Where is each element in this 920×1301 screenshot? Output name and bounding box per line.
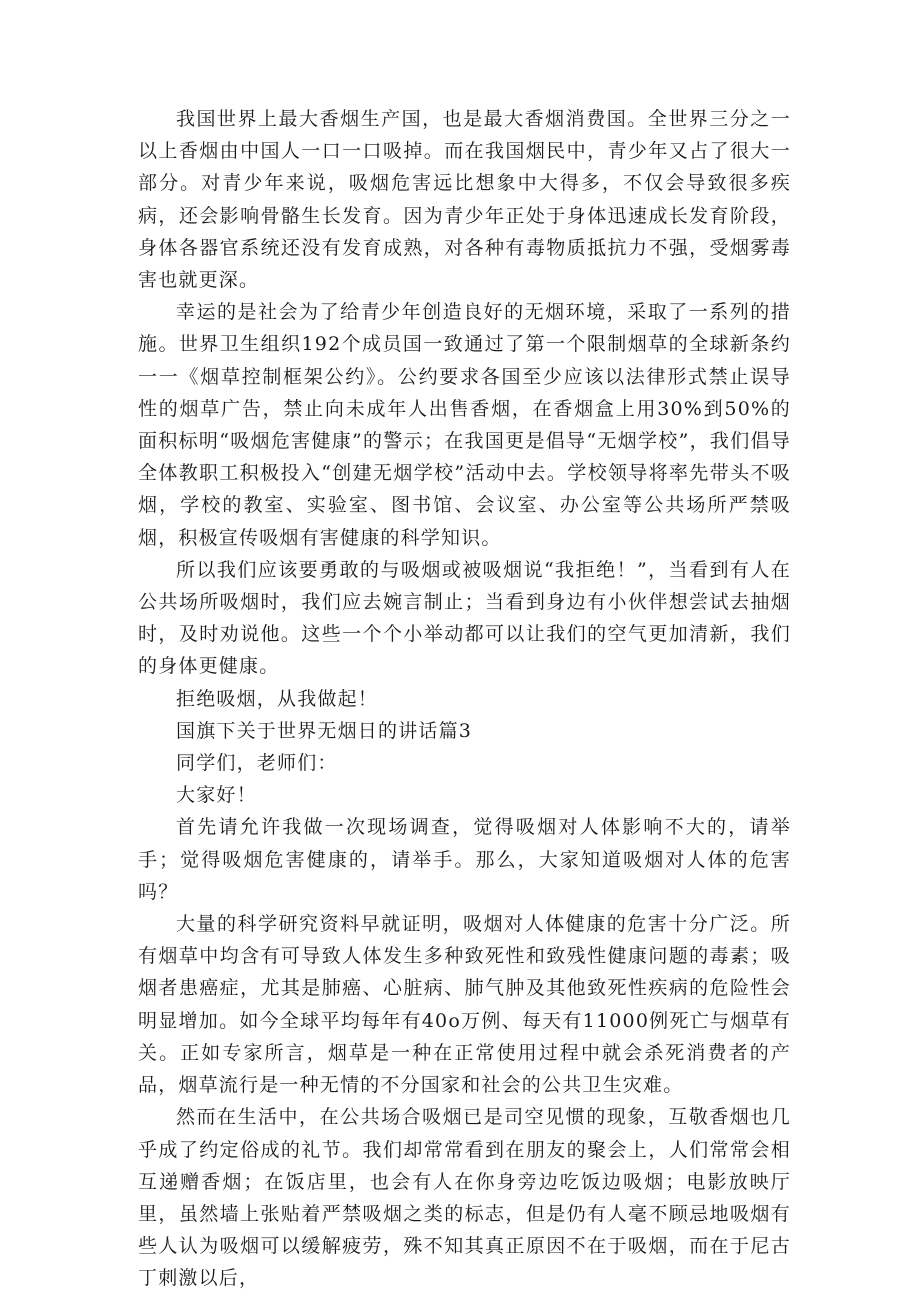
paragraph-scientific-evidence: 大量的科学研究资料早就证明，吸烟对人体健康的危害十分广泛。所有烟草中均含有可导致人体发生多种致死性和致残性健康问题的毒素；吸烟者患癌症，尤其是肺癌、心脏病、肺气肿及其他致死性疾病的危险性会明显增加。如今全球平均每年有40o万例、每天有11000例死亡与烟草有关。正如专家所言，烟草是一种在正常使用过程中就会杀死消费者的产品，烟草流行是一种无情的不分国家和社会的公共卫生灾难。 bbox=[138, 913, 791, 1097]
document-page bbox=[138, 103, 791, 1295]
speech-heading: 国旗下关于世界无烟日的讲话篇3 bbox=[176, 719, 473, 742]
paragraph-tobacco-control-measures: 幸运的是社会为了给青少年创造良好的无烟环境，采取了一系列的措施。世界卫生组织192个成员国一致通过了第一个限制烟草的全球新条约一一《烟草控制框架公约》。公约要求各国至少应该以法律形式禁止误导性的烟草广告，禁止向未成年人出售香烟，在香烟盒上用30%到50%的面积标明“吸烟危害健康”的警示；在我国更是倡导“无烟学校”，我们倡导全体教职工积极投入“创建无烟学校”活动中去。学校领导将率先带头不吸烟，学校的教室、实验室、图书馆、会议室、办公室等公共场所严禁吸烟，积极宣传吸烟有害健康的科学知识。 bbox=[138, 301, 791, 549]
greeting-hello: 大家好！ bbox=[176, 784, 257, 807]
paragraph-say-no: 所以我们应该要勇敢的与吸烟或被吸烟说“我拒绝！”，当看到有人在公共场所吸烟时，我们应去婉言制止；当看到身边有小伙伴想尝试去抽烟时，及时劝说他。这些一个个小举动都可以让我们的空气更加清新，我们的身体更健康。 bbox=[138, 558, 791, 678]
greeting-audience: 同学们，老师们： bbox=[176, 752, 338, 775]
slogan-line: 拒绝吸烟，从我做起！ bbox=[176, 687, 379, 710]
paragraph-china-cigarette-production: 我国世界上最大香烟生产国，也是最大香烟消费国。全世界三分之一以上香烟由中国人一口一口吸掉。而在我国烟民中，青少年又占了很大一部分。对青少年来说，吸烟危害远比想象中大得多，不仅会导致很多疾病，还会影响骨骼生长发育。因为青少年正处于身体迅速成长发育阶段，身体各器官系统还没有发育成熟，对各种有毒物质抵抗力不强，受烟雾毒害也就更深。 bbox=[138, 108, 791, 292]
paragraph-survey: 首先请允许我做一次现场调查，觉得吸烟对人体影响不大的，请举手；觉得吸烟危害健康的，请举手。那么，大家知道吸烟对人体的危害吗？ bbox=[138, 816, 791, 903]
paragraph-public-smoking: 然而在生活中，在公共场合吸烟已是司空见惯的现象，互敬香烟也几乎成了约定俗成的礼节。我们却常常看到在朋友的聚会上，人们常常会相互递赠香烟；在饭店里，也会有人在你身旁边吃饭边吸烟；电影放映厅里，虽然墙上张贴着严禁吸烟之类的标志，但是仍有人毫不顾忌地吸烟有些人认为吸烟可以缓解疲劳，殊不知其真正原因不在于吸烟，而在于尼古丁刺激以后， bbox=[138, 1106, 791, 1290]
